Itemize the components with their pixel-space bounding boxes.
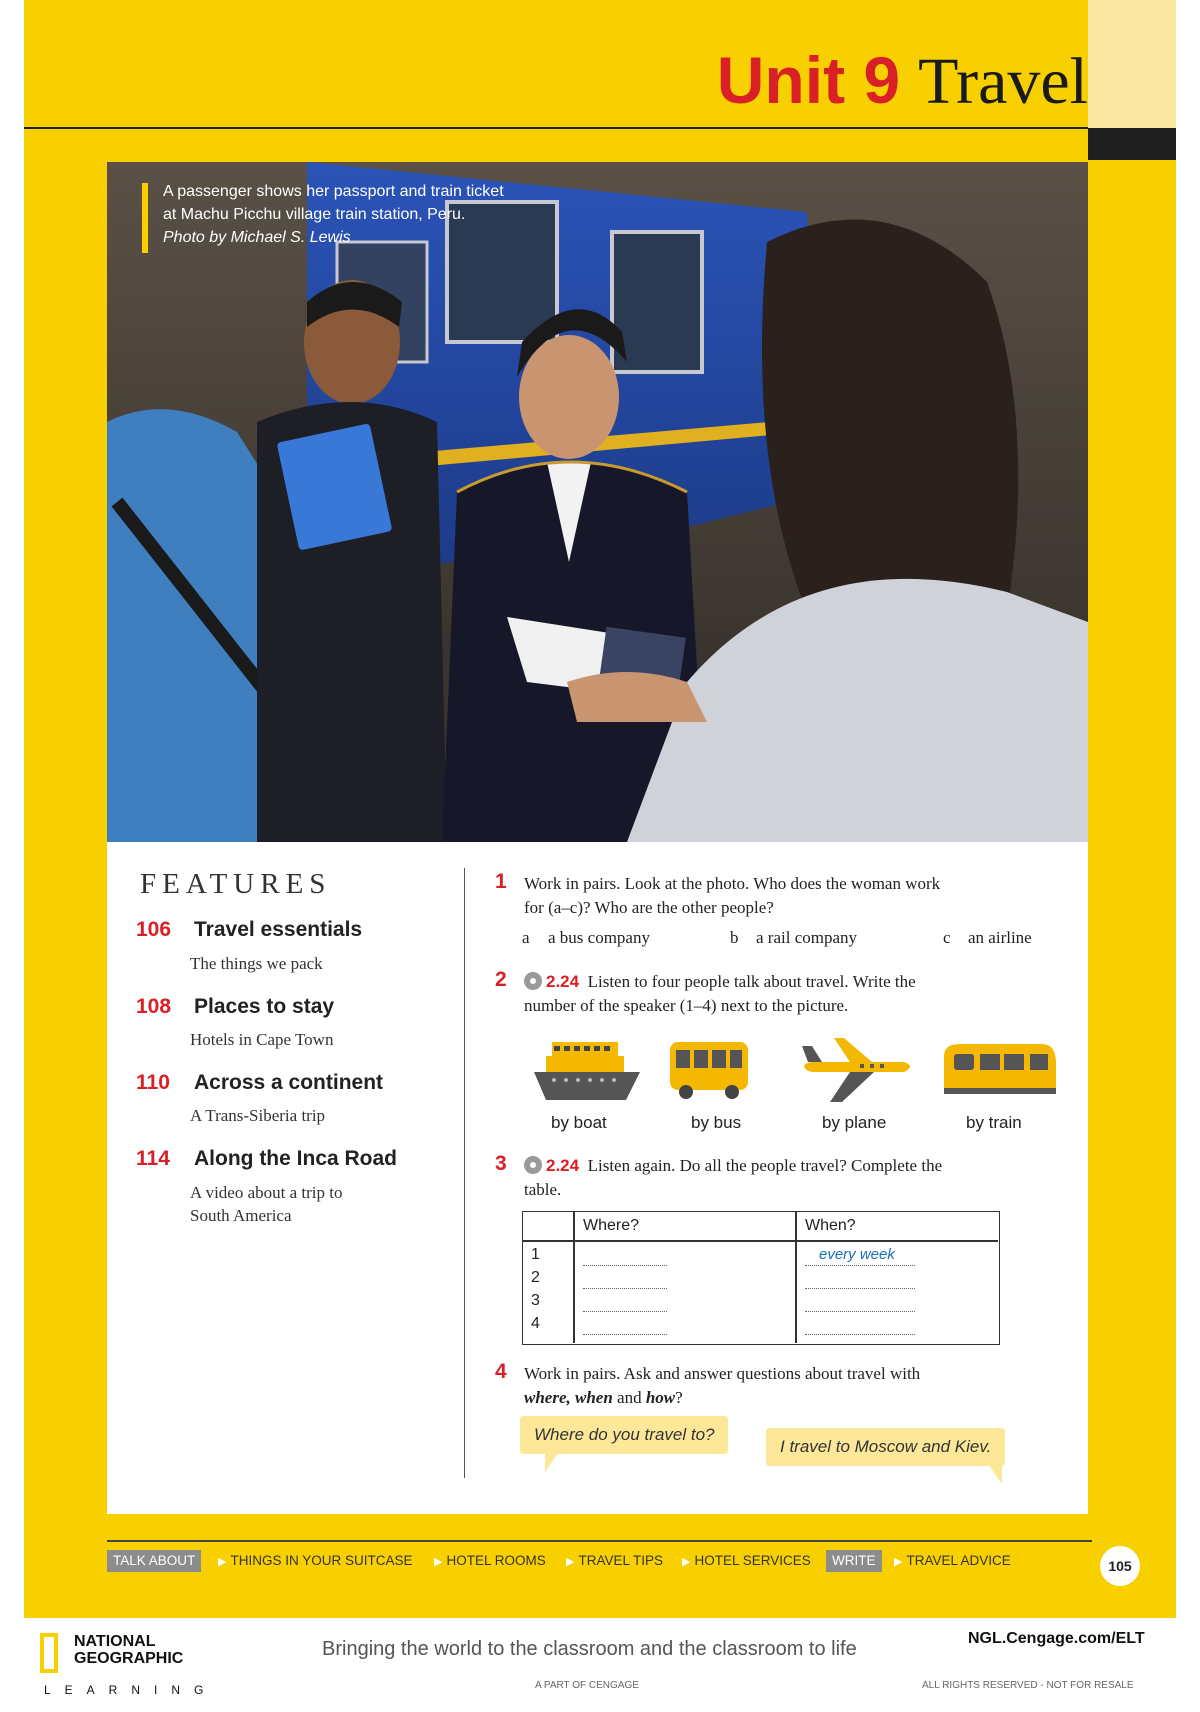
- instruction-line: number of the speaker (1–4) next to the picture.: [524, 996, 849, 1015]
- table-header: Where?: [583, 1217, 640, 1234]
- audio-cd-icon[interactable]: [524, 972, 542, 990]
- exercise-number: 4: [495, 1360, 507, 1383]
- example-answer: every week: [819, 1246, 895, 1263]
- photo-credit: Photo by Michael S. Lewis: [163, 229, 351, 246]
- instruction-line: Listen to four people talk about travel. Write the: [587, 972, 916, 991]
- audio-cd-icon[interactable]: [524, 1156, 542, 1174]
- feature-title: Across a continent: [194, 1071, 384, 1094]
- answer-blank[interactable]: [583, 1265, 667, 1266]
- corner-tab-dark: [1088, 128, 1176, 160]
- instruction-line: Listen again. Do all the people travel? Complete the: [587, 1156, 943, 1175]
- speech-bubble-answer: I travel to Moscow and Kiev.: [766, 1428, 1005, 1466]
- option-letter: c: [943, 928, 951, 947]
- feature-subtitle: Hotels in Cape Town: [190, 1030, 334, 1049]
- unit-number: Unit 9: [716, 43, 901, 117]
- table-row-number: 3: [531, 1292, 540, 1309]
- arrow-icon: ▶: [682, 1556, 691, 1568]
- exercise-number: 1: [495, 870, 507, 893]
- unit-name: Travel: [918, 45, 1088, 118]
- feature-page-number: 106: [136, 918, 172, 941]
- instruction-line: Work in pairs. Ask and answer questions about travel with: [524, 1364, 921, 1383]
- table-row-number: 4: [531, 1315, 540, 1332]
- instruction-line: Work in pairs. Look at the photo. Who does the woman work: [524, 874, 941, 893]
- publisher-logo-learning: LEARNING: [44, 1683, 218, 1697]
- feature-title: Along the Inca Road: [194, 1147, 398, 1170]
- audio-track[interactable]: 2.24: [546, 1156, 580, 1175]
- topic-item: ▶ HOTEL SERVICES: [682, 1553, 811, 1568]
- title-rule: [24, 127, 1088, 129]
- option-text: an airline: [968, 928, 1032, 947]
- unit-title: [717, 40, 1088, 122]
- rights-notice: ALL RIGHTS RESERVED - NOT FOR RESALE: [922, 1680, 1134, 1691]
- option-letter: b: [730, 928, 739, 947]
- table-row-number: 1: [531, 1246, 540, 1263]
- speech-bubble-tail: [988, 1464, 1002, 1484]
- exercise-number: 2: [495, 968, 507, 991]
- arrow-icon: ▶: [218, 1556, 227, 1568]
- table-header-rule: [523, 1240, 998, 1242]
- feature-page-number: 108: [136, 995, 172, 1018]
- exercise-2-instructions: [524, 970, 1064, 1018]
- exercise-4-instructions: [524, 1362, 1064, 1410]
- answer-blank[interactable]: [805, 1265, 915, 1266]
- answer-blank[interactable]: [805, 1334, 915, 1335]
- publisher-tagline: Bringing the world to the classroom and the classroom to life: [322, 1638, 857, 1660]
- ship-icon: [532, 1036, 642, 1109]
- arrow-icon: ▶: [566, 1556, 575, 1568]
- instruction-word: and: [617, 1388, 642, 1407]
- topic-item: ▶ THINGS IN YOUR SUITCASE: [218, 1553, 413, 1568]
- exercise-1-instructions: [524, 872, 1064, 920]
- plane-icon: [800, 1036, 918, 1109]
- publisher-logo-text: NATIONAL GEOGRAPHIC: [74, 1633, 184, 1667]
- national-geographic-logo-icon: [40, 1633, 58, 1673]
- option-text: a rail company: [756, 928, 858, 947]
- answer-blank[interactable]: [583, 1334, 667, 1335]
- feature-page-number: 110: [136, 1071, 170, 1094]
- train-icon: [940, 1036, 1058, 1109]
- option-letter: a: [522, 928, 530, 947]
- table-column-rule: [795, 1212, 797, 1343]
- speech-bubble-tail: [545, 1452, 559, 1472]
- picture-label: by plane: [822, 1113, 887, 1132]
- answer-table: [522, 1211, 1000, 1345]
- answer-blank[interactable]: [805, 1288, 915, 1289]
- picture-label: by train: [966, 1113, 1022, 1132]
- topic-item: ▶ HOTEL ROOMS: [434, 1553, 546, 1568]
- feature-subtitle: A video about a trip to: [190, 1183, 343, 1202]
- feature-title: Travel essentials: [194, 918, 363, 941]
- talk-about-tag: TALK ABOUT: [107, 1550, 201, 1572]
- write-tag: WRITE: [826, 1550, 882, 1572]
- page-number: 105: [1100, 1546, 1140, 1586]
- feature-subtitle: South America: [190, 1206, 292, 1225]
- table-column-rule: [573, 1212, 575, 1343]
- features-heading: FEATURES: [140, 868, 332, 900]
- publisher-part-of: A PART OF CENGAGE: [535, 1680, 639, 1691]
- question-words: where, when: [524, 1388, 613, 1407]
- topic-item: ▶ TRAVEL ADVICE: [894, 1553, 1011, 1568]
- corner-tab: [1088, 0, 1176, 128]
- answer-blank[interactable]: [583, 1311, 667, 1312]
- arrow-icon: ▶: [434, 1556, 443, 1568]
- picture-label: by boat: [551, 1113, 607, 1132]
- footer-rule: [107, 1540, 1092, 1542]
- feature-subtitle: The things we pack: [190, 954, 323, 973]
- table-row-number: 2: [531, 1269, 540, 1286]
- feature-page-number: 114: [136, 1147, 170, 1170]
- caption-bar: [142, 183, 148, 253]
- photo-caption-line: A passenger shows her passport and train ticket: [163, 183, 504, 200]
- question-word: how: [645, 1388, 676, 1407]
- exercise-3-instructions: [524, 1154, 1064, 1202]
- column-divider: [464, 868, 465, 1478]
- feature-subtitle: A Trans-Siberia trip: [190, 1106, 326, 1125]
- option-text: a bus company: [548, 928, 650, 947]
- topic-item: ▶ TRAVEL TIPS: [566, 1553, 663, 1568]
- bus-icon: [668, 1036, 750, 1109]
- answer-blank[interactable]: [583, 1288, 667, 1289]
- picture-label: by bus: [691, 1113, 742, 1132]
- publisher-url[interactable]: NGL.Cengage.com/ELT: [968, 1630, 1145, 1647]
- instruction-punctuation: ?: [675, 1388, 683, 1407]
- audio-track[interactable]: 2.24: [546, 972, 580, 991]
- photo-caption-line: at Machu Picchu village train station, Peru.: [163, 206, 466, 223]
- instruction-line: table.: [524, 1180, 562, 1199]
- arrow-icon: ▶: [894, 1556, 903, 1568]
- unit-photo: [107, 162, 1088, 842]
- answer-blank[interactable]: [805, 1311, 915, 1312]
- instruction-line: for (a–c)? Who are the other people?: [524, 898, 774, 917]
- exercise-number: 3: [495, 1152, 507, 1175]
- feature-title: Places to stay: [194, 995, 335, 1018]
- speech-bubble-question: Where do you travel to?: [520, 1416, 728, 1454]
- table-header: When?: [805, 1217, 856, 1234]
